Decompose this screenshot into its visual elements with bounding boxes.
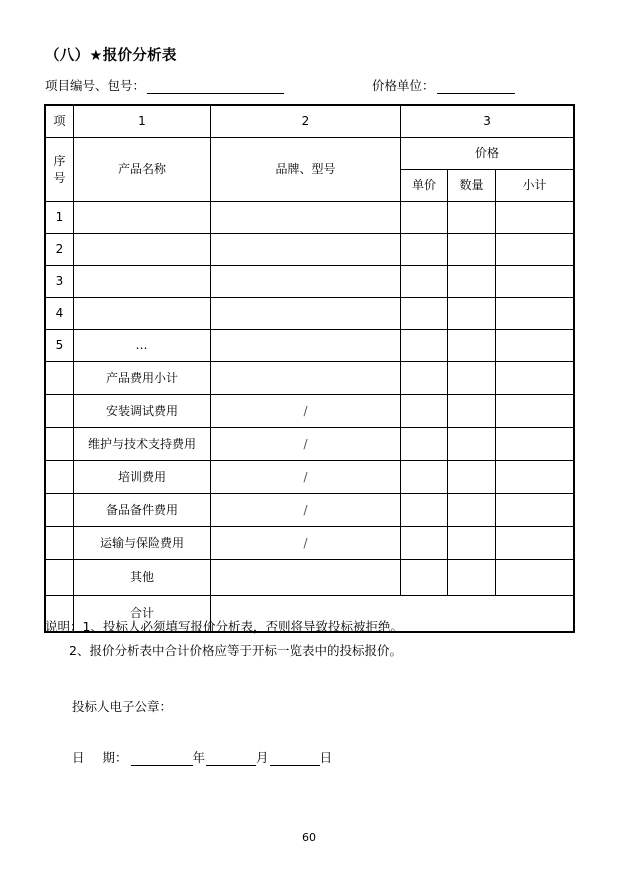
header-col-3: 3 — [401, 106, 574, 138]
cell-quantity[interactable] — [448, 202, 496, 234]
header-seq-cell — [46, 138, 74, 202]
cell-quantity[interactable] — [448, 527, 496, 560]
date-label-char: 日 — [72, 750, 85, 765]
notes-block — [45, 615, 585, 664]
cell-quantity[interactable] — [448, 395, 496, 428]
table-row — [46, 395, 574, 428]
cell-quantity[interactable] — [448, 560, 496, 596]
cell-subtotal[interactable] — [496, 428, 574, 461]
cell-fee-name: 产品费用小计 — [74, 362, 211, 395]
page-number: 60 — [302, 831, 316, 844]
cell-subtotal[interactable] — [496, 395, 574, 428]
note-line-2: 2、报价分析表中合计价格应等于开标一览表中的投标报价。 — [69, 643, 402, 659]
cell-product-name[interactable] — [74, 298, 211, 330]
table-header-labels-row — [46, 138, 574, 170]
cell-seq — [46, 395, 74, 428]
cell-seq — [46, 494, 74, 527]
cell-brand-model[interactable] — [211, 266, 401, 298]
cell-brand-model[interactable]: / — [211, 494, 401, 527]
cell-seq: 5 — [46, 330, 74, 362]
cell-product-name[interactable] — [74, 234, 211, 266]
cell-subtotal[interactable] — [496, 202, 574, 234]
cell-unit-price[interactable] — [401, 298, 448, 330]
table-row — [46, 234, 574, 266]
cell-quantity[interactable] — [448, 330, 496, 362]
cell-brand-model[interactable] — [211, 234, 401, 266]
header-unit-price: 单价 — [401, 170, 448, 202]
cell-unit-price[interactable] — [401, 494, 448, 527]
price-unit-field — [372, 76, 515, 94]
cell-subtotal[interactable] — [496, 494, 574, 527]
cell-quantity[interactable] — [448, 362, 496, 395]
cell-total-label: 合计 — [74, 596, 211, 632]
cell-brand-model[interactable]: / — [211, 461, 401, 494]
cell-brand-model[interactable] — [211, 330, 401, 362]
date-year-input[interactable] — [131, 752, 193, 766]
cell-seq: 3 — [46, 266, 74, 298]
cell-subtotal[interactable] — [496, 330, 574, 362]
price-unit-input[interactable] — [437, 80, 515, 94]
cell-subtotal[interactable] — [496, 234, 574, 266]
table-row — [46, 527, 574, 560]
cell-subtotal[interactable] — [496, 461, 574, 494]
cell-subtotal[interactable] — [496, 298, 574, 330]
cell-unit-price[interactable] — [401, 527, 448, 560]
cell-unit-price[interactable] — [401, 202, 448, 234]
date-year-char: 年 — [192, 750, 206, 765]
cell-brand-model[interactable] — [211, 560, 401, 596]
cell-fee-name: 培训费用 — [74, 461, 211, 494]
date-month-char: 月 — [256, 750, 269, 765]
header-price-group: 价格 — [401, 138, 574, 170]
cell-quantity[interactable] — [448, 298, 496, 330]
table-row — [46, 330, 574, 362]
cell-subtotal[interactable] — [496, 527, 574, 560]
cell-fee-name: 运输与保险费用 — [74, 527, 211, 560]
cell-brand-model[interactable]: / — [211, 395, 401, 428]
cell-unit-price[interactable] — [401, 461, 448, 494]
header-seq-char-1: 序 — [53, 154, 66, 169]
page-title: （八）★报价分析表 — [45, 48, 177, 64]
cell-quantity[interactable] — [448, 461, 496, 494]
cell-seq — [46, 560, 74, 596]
date-day-input[interactable] — [270, 752, 320, 766]
cell-fee-name: 维护与技术支持费用 — [74, 428, 211, 461]
cell-seq — [46, 362, 74, 395]
cell-subtotal[interactable] — [496, 362, 574, 395]
table-header-numbers-row — [46, 106, 574, 138]
cell-unit-price[interactable] — [401, 362, 448, 395]
table-row — [46, 428, 574, 461]
header-subtotal: 小计 — [496, 170, 574, 202]
project-number-label: 项目编号、包号： — [45, 78, 146, 93]
cell-unit-price[interactable] — [401, 266, 448, 298]
cell-unit-price[interactable] — [401, 234, 448, 266]
cell-brand-model[interactable] — [211, 298, 401, 330]
cell-seq: 2 — [46, 234, 74, 266]
cell-seq — [46, 428, 74, 461]
table-row — [46, 202, 574, 234]
cell-fee-name: 备品备件费用 — [74, 494, 211, 527]
table-row — [46, 560, 574, 596]
cell-quantity[interactable] — [448, 266, 496, 298]
cell-brand-model[interactable]: / — [211, 428, 401, 461]
date-day-char: 日 — [319, 750, 333, 765]
price-unit-label: 价格单位： — [372, 78, 435, 93]
cell-fee-name: 其他 — [74, 560, 211, 596]
cell-subtotal[interactable] — [496, 560, 574, 596]
date-label-text: 期： — [102, 750, 128, 765]
table-row — [46, 461, 574, 494]
date-month-input[interactable] — [206, 752, 256, 766]
cell-quantity[interactable] — [448, 234, 496, 266]
header-brand-model: 品牌、型号 — [211, 138, 401, 202]
cell-seq: 1 — [46, 202, 74, 234]
cell-product-name[interactable] — [74, 266, 211, 298]
cell-product-name[interactable]: … — [74, 330, 211, 362]
cell-subtotal[interactable] — [496, 266, 574, 298]
table-row — [46, 298, 574, 330]
header-product-name: 产品名称 — [74, 138, 211, 202]
note-line-1: 说明：1、投标人必须填写报价分析表，否则将导致投标被拒绝。 — [45, 619, 403, 634]
header-col-1: 1 — [74, 106, 211, 138]
header-item-char: 项 — [46, 106, 74, 138]
cell-unit-price[interactable] — [401, 395, 448, 428]
form-field-row — [45, 76, 575, 96]
cell-brand-model[interactable] — [211, 202, 401, 234]
header-col-2: 2 — [211, 106, 401, 138]
cell-unit-price[interactable] — [401, 428, 448, 461]
cell-seq: 4 — [46, 298, 74, 330]
cell-brand-model[interactable]: / — [211, 527, 401, 560]
table-row — [46, 362, 574, 395]
header-quantity: 数量 — [448, 170, 496, 202]
table-row — [46, 266, 574, 298]
header-seq-char-2: 号 — [53, 170, 66, 185]
cell-fee-name: 安装调试费用 — [74, 395, 211, 428]
cell-quantity[interactable] — [448, 494, 496, 527]
cell-brand-model[interactable] — [211, 362, 401, 395]
price-analysis-table — [45, 105, 574, 632]
cell-seq — [46, 461, 74, 494]
project-number-field — [45, 76, 284, 94]
cell-quantity[interactable] — [448, 428, 496, 461]
cell-unit-price[interactable] — [401, 330, 448, 362]
date-field-row — [72, 748, 332, 766]
project-number-input[interactable] — [147, 80, 284, 94]
cell-unit-price[interactable] — [401, 560, 448, 596]
cell-product-name[interactable] — [74, 202, 211, 234]
table-row — [46, 494, 574, 527]
cell-seq — [46, 527, 74, 560]
electronic-seal-label: 投标人电子公章： — [72, 699, 173, 714]
